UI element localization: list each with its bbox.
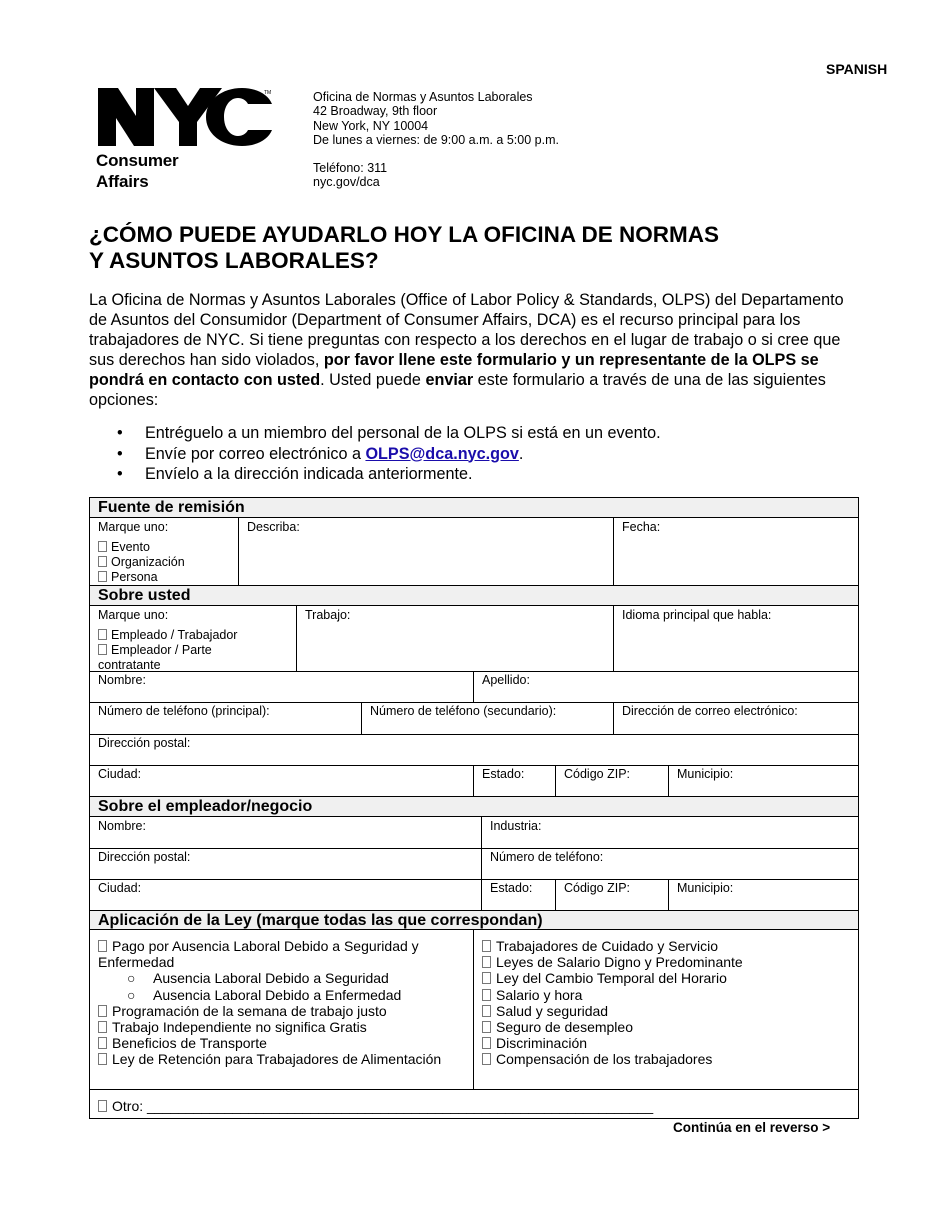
checkbox-icon [98, 1037, 107, 1049]
olps-email-link[interactable]: OLPS@dca.nyc.gov [365, 444, 519, 463]
language-label: SPANISH [826, 61, 888, 77]
office-address-block [313, 90, 559, 190]
checkbox-sick-leave[interactable]: Pago por Ausencia Laboral Debido a Seguridad y Enfermedad [98, 938, 419, 971]
checkbox-law-right[interactable]: Salario y hora [482, 987, 743, 1003]
sub-option-sick-leave[interactable]: ○ Ausencia Laboral Debido a Enfermedad [127, 986, 402, 1003]
checkbox-icon [98, 541, 107, 552]
industry-field[interactable]: Industria: [490, 819, 542, 833]
phone-secondary-field[interactable]: Número de teléfono (secundario): [370, 704, 557, 718]
state-field[interactable]: Estado: [482, 767, 525, 781]
law-options-right [482, 938, 743, 1068]
checkbox-transit[interactable]: Beneficios de Transporte [98, 1035, 441, 1051]
checkbox-other[interactable] [98, 1098, 653, 1114]
zip-field[interactable]: Código ZIP: [564, 767, 631, 781]
intro-bold-text: enviar [425, 371, 474, 389]
sub-option-safe-leave[interactable]: ○ Ausencia Laboral Debido a Seguridad [127, 970, 389, 987]
checkbox-icon [98, 644, 107, 655]
employer-city-field[interactable]: Ciudad: [98, 881, 142, 895]
office-line: 42 Broadway, 9th floor [313, 104, 438, 119]
about-mark-one-label: Marque uno: [98, 608, 169, 622]
mailing-address-field[interactable]: Dirección postal: [98, 736, 191, 750]
employer-borough-field[interactable]: Municipio: [677, 881, 734, 895]
date-field[interactable]: Fecha: [622, 520, 661, 534]
email-field[interactable]: Dirección de correo electrónico: [622, 704, 798, 718]
list-item: • Envíelo a la dirección indicada anteriormente. [117, 464, 661, 485]
employer-zip-field[interactable]: Código ZIP: [564, 881, 631, 895]
logo-line-consumer: Consumer [96, 151, 179, 170]
checkbox-food-retention[interactable]: Ley de Retención para Trabajadores de Alimentación [98, 1051, 441, 1067]
borough-field[interactable]: Municipio: [677, 767, 734, 781]
section-header-employer: Sobre el empleador/negocio [90, 797, 858, 817]
list-item: • Envíe por correo electrónico a OLPS@dca.nyc.gov. [117, 444, 661, 465]
svg-text:TM: TM [264, 90, 272, 96]
office-web: nyc.gov/dca [313, 175, 380, 190]
intro-text: La Oficina de Normas y Asuntos Laborales (Office of Labor Policy & Standards, OLPS) del Departamento de Asuntos del Consumidor (Department of Consumer Affairs, DCA) es el recurso principal para los trabajadores de NYC. Si tiene preguntas con respecto a los derechos en el lugar de trabajo o si cree que sus derechos han sido violados, [89, 291, 844, 369]
checkbox-empleado[interactable]: Empleado / Trabajador [98, 628, 288, 643]
page-title [89, 222, 719, 274]
intake-form [89, 497, 859, 1119]
checkbox-empleador[interactable]: Empleador / Parte contratante [98, 643, 212, 672]
title-line-2: Y ASUNTOS LABORALES? [89, 248, 379, 273]
law-options-left [98, 938, 441, 1068]
first-name-field[interactable]: Nombre: [98, 673, 146, 687]
phone-primary-field[interactable]: Número de teléfono (principal): [98, 704, 270, 718]
checkbox-icon [482, 972, 491, 984]
checkbox-law-right[interactable]: Trabajadores de Cuidado y Servicio [482, 938, 743, 954]
checkbox-persona[interactable]: Persona [98, 570, 185, 585]
checkbox-icon [98, 1100, 107, 1112]
office-line: New York, NY 10004 [313, 118, 429, 133]
checkbox-law-right[interactable]: Compensación de los trabajadores [482, 1051, 743, 1067]
checkbox-icon [482, 989, 491, 1001]
title-line-1: ¿CÓMO PUEDE AYUDARLO HOY LA OFICINA DE NORMAS [89, 222, 720, 247]
checkbox-organizacion[interactable]: Organización [98, 555, 185, 570]
other-field[interactable]: Otro: _________________________________________________________________ [112, 1098, 654, 1114]
checkbox-icon [482, 1005, 491, 1017]
city-field[interactable]: Ciudad: [98, 767, 142, 781]
logo-line-affairs: Affairs [96, 172, 149, 191]
checkbox-icon [98, 556, 107, 567]
employer-name-field[interactable]: Nombre: [98, 819, 146, 833]
office-phone: Teléfono: 311 [313, 161, 388, 176]
employer-phone-field[interactable]: Número de teléfono: [490, 850, 604, 864]
describe-field[interactable]: Describa: [247, 520, 300, 534]
checkbox-icon [482, 1053, 491, 1065]
referral-options [98, 540, 185, 585]
submission-options-list [117, 423, 661, 485]
last-name-field[interactable]: Apellido: [482, 673, 530, 687]
nyc-consumer-affairs-logo [96, 86, 276, 192]
checkbox-icon [482, 1037, 491, 1049]
checkbox-icon [98, 1053, 107, 1065]
checkbox-law-right[interactable]: Discriminación [482, 1035, 743, 1051]
checkbox-evento[interactable]: Evento [98, 540, 185, 555]
continue-on-back-note: Continúa en el reverso > [673, 1120, 831, 1135]
checkbox-fair-workweek[interactable]: Programación de la semana de trabajo justo [98, 1003, 441, 1019]
checkbox-icon [98, 571, 107, 582]
employer-mailing-field[interactable]: Dirección postal: [98, 850, 191, 864]
checkbox-freelance[interactable]: Trabajo Independiente no significa Gratis [98, 1019, 441, 1035]
referral-mark-one-label: Marque uno: [98, 520, 169, 534]
section-header-about-you: Sobre usted [90, 586, 858, 606]
checkbox-icon [482, 940, 491, 952]
intro-paragraph [89, 290, 859, 410]
job-field[interactable]: Trabajo: [305, 608, 351, 622]
checkbox-icon [98, 1021, 107, 1033]
section-header-law: Aplicación de la Ley (marque todas las que correspondan) [90, 911, 858, 930]
checkbox-icon [98, 940, 107, 952]
checkbox-icon [482, 956, 491, 968]
checkbox-icon [98, 629, 107, 640]
checkbox-law-right[interactable]: Ley del Cambio Temporal del Horario [482, 970, 743, 986]
about-role-options [98, 628, 288, 673]
office-line: Oficina de Normas y Asuntos Laborales [313, 90, 533, 104]
intro-text: . Usted puede [320, 371, 426, 389]
office-line: De lunes a viernes: de 9:00 a.m. a 5:00 p.m. [313, 132, 559, 147]
list-item: • Entréguelo a un miembro del personal de la OLPS si está en un evento. [117, 423, 661, 444]
employer-state-field[interactable]: Estado: [490, 881, 533, 895]
checkbox-icon [482, 1021, 491, 1033]
checkbox-icon [98, 1005, 107, 1017]
intro-text: este formulario a través de una de las siguientes opciones: [89, 371, 826, 409]
intro-bold-text: por favor llene este formulario y un representante de la OLPS se pondrá en contacto con usted [89, 351, 819, 389]
checkbox-law-right[interactable]: Seguro de desempleo [482, 1019, 743, 1035]
checkbox-law-right[interactable]: Salud y seguridad [482, 1003, 743, 1019]
nyc-logo-icon [96, 86, 274, 148]
language-field[interactable]: Idioma principal que habla: [622, 608, 772, 622]
section-header-referral: Fuente de remisión [90, 498, 858, 518]
checkbox-law-right[interactable]: Leyes de Salario Digno y Predominante [482, 954, 743, 970]
